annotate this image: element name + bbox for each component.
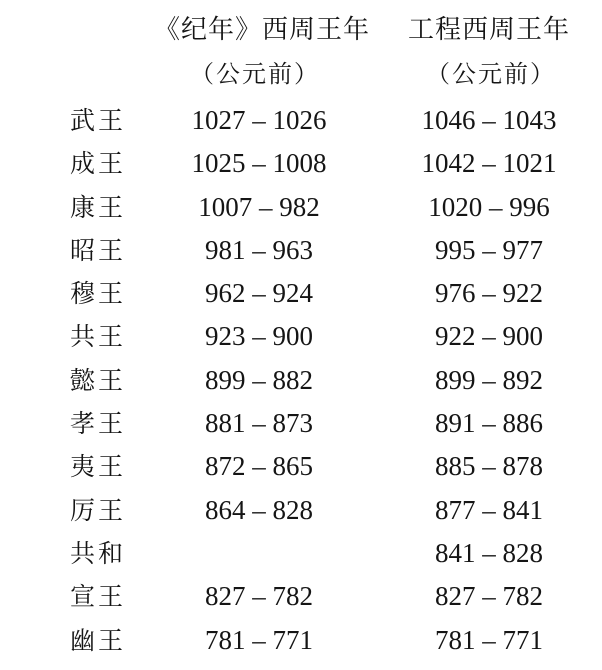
table-row xyxy=(0,272,602,315)
jinian-years: 981 – 963 xyxy=(205,234,313,265)
jinian-years: 881 – 873 xyxy=(205,408,313,439)
jinian-years: 827 – 782 xyxy=(205,581,313,612)
king-name: 穆王 xyxy=(70,279,127,309)
table-row xyxy=(0,575,602,618)
gongcheng-years: 922 – 900 xyxy=(435,321,543,352)
jinian-years: 1027 – 1026 xyxy=(191,105,327,135)
jinian-years: 781 – 771 xyxy=(205,624,313,655)
table-row xyxy=(0,402,602,445)
col1-title: 《纪年》西周王年 xyxy=(154,15,371,45)
king-name: 幽王 xyxy=(70,625,127,655)
gongcheng-years: 995 – 977 xyxy=(435,234,543,265)
gongcheng-years: 827 – 782 xyxy=(435,581,543,612)
jinian-years: 872 – 865 xyxy=(205,451,313,482)
col1-unit: （公元前） xyxy=(190,60,320,88)
col2-title: 工程西周王年 xyxy=(408,15,571,45)
king-name: 成王 xyxy=(70,149,127,179)
table-row xyxy=(0,229,602,272)
table-row xyxy=(0,445,602,488)
table-row xyxy=(0,532,602,575)
gongcheng-years: 891 – 886 xyxy=(435,408,543,439)
jinian-years: 923 – 900 xyxy=(205,321,313,352)
king-name: 懿王 xyxy=(70,365,127,395)
gongcheng-years: 877 – 841 xyxy=(435,494,543,525)
king-name: 康王 xyxy=(70,192,127,222)
gongcheng-years: 781 – 771 xyxy=(435,624,543,655)
table-row xyxy=(0,315,602,358)
gongcheng-years: 976 – 922 xyxy=(435,278,543,309)
king-name: 孝王 xyxy=(70,409,127,439)
jinian-years: 1007 – 982 xyxy=(198,191,320,222)
jinian-years: 899 – 882 xyxy=(205,364,313,395)
gongcheng-years: 1020 – 996 xyxy=(428,191,550,222)
gongcheng-years: 885 – 878 xyxy=(435,451,543,482)
gongcheng-years: 1046 – 1043 xyxy=(421,105,557,135)
jinian-years: 962 – 924 xyxy=(205,278,313,309)
king-name: 夷王 xyxy=(70,452,127,482)
gongcheng-years: 1042 – 1021 xyxy=(421,148,557,179)
jinian-years: 864 – 828 xyxy=(205,494,313,525)
king-name: 昭王 xyxy=(70,235,127,265)
king-name: 共和 xyxy=(70,538,127,568)
jinian-years: 1025 – 1008 xyxy=(191,148,327,179)
king-name: 宣王 xyxy=(70,582,127,612)
table-row xyxy=(0,99,602,142)
table-row xyxy=(0,489,602,532)
king-name: 武王 xyxy=(70,106,127,135)
king-name: 厉王 xyxy=(70,495,127,525)
king-name: 共王 xyxy=(70,322,127,352)
col2-unit: （公元前） xyxy=(426,60,556,88)
table-row xyxy=(0,359,602,402)
table-row xyxy=(0,619,602,662)
table-row xyxy=(0,186,602,229)
table-body xyxy=(0,99,602,662)
gongcheng-years: 899 – 892 xyxy=(435,364,543,395)
table-row xyxy=(0,142,602,185)
gongcheng-years: 841 – 828 xyxy=(435,537,543,568)
